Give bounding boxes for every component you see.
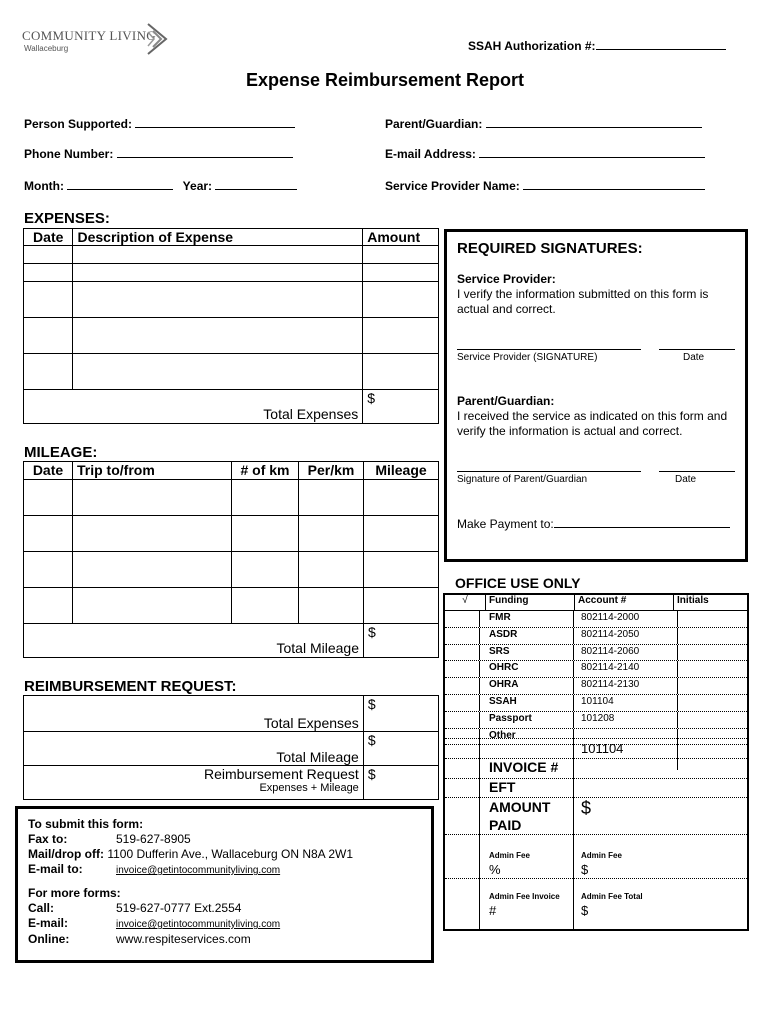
sp-date-label: Date <box>683 352 705 363</box>
submit-info-box <box>15 806 434 963</box>
amount-paid-label <box>489 798 550 834</box>
funding-cell: Other <box>489 729 516 741</box>
mileage-col-date: Date <box>24 462 73 480</box>
make-payment-label: Make Payment to: <box>457 517 554 531</box>
submit-heading: To submit this form: <box>28 817 144 831</box>
table-row[interactable] <box>445 661 747 678</box>
sp-text: I verify the information submitted on this form is actual and correct. <box>457 287 709 316</box>
email-to-link[interactable]: invoice@getintocommunityliving.com <box>116 865 281 876</box>
table-row[interactable] <box>445 645 747 662</box>
online-link[interactable]: www.respiteservices.com <box>116 932 251 946</box>
expenses-col-amount: Amount <box>363 229 439 246</box>
funding-cell: Passport <box>489 712 532 724</box>
admin-fee-percent[interactable]: % <box>489 862 501 877</box>
extra-account-value: 101104 <box>581 741 624 756</box>
funding-cell: OHRA <box>489 679 519 691</box>
call-label: Call: <box>28 901 55 915</box>
table-row[interactable] <box>445 678 747 695</box>
reimb-total-mileage-label: Total Mileage <box>24 732 364 766</box>
account-cell: 802114-2060 <box>581 645 640 657</box>
mileage-total-amount[interactable]: $ <box>364 624 439 658</box>
table-row[interactable] <box>445 611 747 628</box>
reimb-total-mileage-amount[interactable]: $ <box>363 732 438 766</box>
check-cell[interactable] <box>445 611 480 627</box>
invoice-label: INVOICE # <box>489 759 559 775</box>
mileage-total-label: Total Mileage <box>24 624 364 658</box>
mileage-table <box>23 461 439 658</box>
funding-cell: FMR <box>489 612 511 623</box>
expenses-table <box>23 228 439 424</box>
reimb-total-expenses-label: Total Expenses <box>24 696 364 732</box>
table-row[interactable] <box>445 695 747 712</box>
logo <box>22 22 172 56</box>
email2-link[interactable]: invoice@getintocommunityliving.com <box>116 919 281 930</box>
reimbursement-heading: REIMBURSEMENT REQUEST: <box>24 678 237 695</box>
initials-column: Initials <box>677 595 709 606</box>
signatures-heading: REQUIRED SIGNATURES: <box>457 240 643 257</box>
admin-fee-dollar[interactable]: $ <box>581 862 589 877</box>
funding-cell: SRS <box>489 645 510 657</box>
logo-text: COMMUNITY LIVING <box>22 28 156 43</box>
check-cell[interactable] <box>445 661 480 677</box>
table-row[interactable] <box>24 318 439 354</box>
table-row[interactable] <box>445 712 747 729</box>
account-cell: 802114-2130 <box>581 679 640 691</box>
year-input[interactable] <box>215 177 297 190</box>
expenses-col-date: Date <box>24 229 73 246</box>
pg-date-label: Date <box>675 474 697 485</box>
check-cell[interactable] <box>445 628 480 644</box>
initials-cell[interactable] <box>678 695 747 711</box>
eft-label: EFT <box>489 779 516 795</box>
check-cell[interactable] <box>445 695 480 711</box>
mail-label: Mail/drop off: <box>28 847 104 861</box>
logo-mark-icon <box>146 22 168 56</box>
service-provider-input[interactable] <box>523 177 705 190</box>
pg-signature-label: Signature of Parent/Guardian <box>457 474 588 485</box>
ssah-label: SSAH Authorization #: <box>468 39 596 53</box>
mileage-heading: MILEAGE: <box>24 444 98 461</box>
pg-text: I received the service as indicated on this form and verify the information is actual and correct. <box>457 409 728 438</box>
account-cell: 802114-2050 <box>581 628 640 640</box>
office-rows <box>445 611 747 745</box>
table-row[interactable] <box>24 282 439 318</box>
mileage-col-perkm: Per/km <box>299 462 364 480</box>
page-title: Expense Reimbursement Report <box>245 70 525 90</box>
service-provider-label: Service Provider Name: <box>385 179 520 193</box>
admin-fee-total-dollar[interactable]: $ <box>581 903 589 918</box>
fax-label: Fax to: <box>28 832 68 846</box>
funding-cell: OHRC <box>489 662 519 674</box>
admin-fee-invoice-label: Admin Fee Invoice <box>489 892 560 901</box>
admin-fee-invoice-hash[interactable]: # <box>489 903 497 918</box>
funding-cell: ASDR <box>489 628 518 640</box>
table-row[interactable] <box>24 516 439 552</box>
initials-cell[interactable] <box>678 611 747 627</box>
email2-label: E-mail: <box>28 916 69 930</box>
table-row[interactable] <box>445 628 747 645</box>
expenses-heading: EXPENSES: <box>24 210 110 227</box>
funding-cell: SSAH <box>489 695 517 707</box>
office-lower <box>445 738 747 929</box>
mileage-col-trip: Trip to/from <box>73 462 232 480</box>
amount-paid-line2: PAID <box>489 817 522 833</box>
check-cell[interactable] <box>445 712 480 728</box>
table-row[interactable] <box>24 246 439 264</box>
expenses-total-amount[interactable]: $ <box>363 390 439 424</box>
amount-paid-line1: AMOUNT <box>489 799 551 815</box>
initials-cell[interactable] <box>678 661 747 677</box>
check-column: √ <box>445 595 486 610</box>
amount-paid-dollar[interactable]: $ <box>581 798 592 818</box>
month-input[interactable] <box>67 177 173 190</box>
initials-cell[interactable] <box>678 678 747 694</box>
expenses-total-label: Total Expenses <box>24 390 363 424</box>
funding-column: Funding <box>486 595 575 610</box>
initials-cell[interactable] <box>678 645 747 661</box>
year-label: Year: <box>182 179 213 193</box>
person-supported-label: Person Supported: <box>24 117 133 131</box>
person-supported-input[interactable] <box>135 115 295 128</box>
mileage-col-km: # of km <box>232 462 299 480</box>
fax-value: 519-627-8905 <box>116 832 191 846</box>
admin-fee-total-label: Admin Fee Total <box>581 892 643 901</box>
person-supported-field <box>24 115 295 131</box>
parent-guardian-input[interactable] <box>486 115 702 128</box>
sp-date-line[interactable] <box>659 349 735 350</box>
email-field <box>385 145 705 161</box>
sp-signature-line[interactable] <box>457 349 641 350</box>
month-label: Month: <box>24 179 64 193</box>
make-payment-input[interactable] <box>554 515 730 528</box>
office-use-box <box>443 593 749 931</box>
pg-signature-line[interactable] <box>457 471 641 472</box>
email-label: E-mail Address: <box>385 147 476 161</box>
office-use-heading: OFFICE USE ONLY <box>455 575 581 591</box>
account-cell: 101208 <box>581 712 615 724</box>
email-to-label: E-mail to: <box>28 862 83 876</box>
mileage-col-mileage: Mileage <box>364 462 439 480</box>
ssah-input[interactable] <box>596 37 726 50</box>
signatures-box <box>444 229 748 562</box>
sp-heading: Service Provider: <box>457 272 556 286</box>
service-provider-field <box>385 177 705 193</box>
parent-guardian-field <box>385 115 702 131</box>
reimb-total-expenses-amount[interactable]: $ <box>363 696 438 732</box>
parent-guardian-label: Parent/Guardian: <box>385 117 483 131</box>
account-cell: 802114-2000 <box>581 612 640 623</box>
expenses-col-description: Description of Expense <box>73 229 363 246</box>
account-cell: 101104 <box>581 695 614 707</box>
admin-fee-label: Admin Fee <box>489 851 530 860</box>
initials-cell[interactable] <box>678 628 747 644</box>
table-row[interactable] <box>24 552 439 588</box>
online-label: Online: <box>28 932 70 946</box>
reimb-request-sublabel: Expenses + Mileage <box>259 782 359 794</box>
check-cell[interactable] <box>445 678 480 694</box>
ssah-authorization <box>468 37 726 53</box>
table-row[interactable] <box>24 588 439 624</box>
call-value: 519-627-0777 Ext.2554 <box>116 901 242 915</box>
logo-subtext: Wallaceburg <box>24 44 69 53</box>
make-payment-field <box>457 515 730 531</box>
phone-field <box>24 145 293 161</box>
office-funding-table <box>445 595 747 611</box>
more-forms-heading: For more forms: <box>28 886 121 900</box>
initials-cell[interactable] <box>678 712 747 728</box>
account-column: Account # <box>575 595 674 610</box>
pg-date-line[interactable] <box>659 471 735 472</box>
account-cell: 802114-2140 <box>581 662 640 674</box>
table-row[interactable] <box>24 264 439 282</box>
mail-value: 1100 Dufferin Ave., Wallaceburg ON N8A 2W1 <box>107 847 354 861</box>
table-row[interactable] <box>24 480 439 516</box>
month-field <box>24 177 297 193</box>
email-input[interactable] <box>479 145 705 158</box>
pg-heading: Parent/Guardian: <box>457 394 555 408</box>
table-row[interactable] <box>24 354 439 390</box>
phone-input[interactable] <box>117 145 293 158</box>
check-cell[interactable] <box>445 645 480 661</box>
reimb-request-amount[interactable]: $ <box>363 766 438 800</box>
phone-label: Phone Number: <box>24 147 114 161</box>
admin-fee-label-2: Admin Fee <box>581 851 622 860</box>
sp-signature-label: Service Provider (SIGNATURE) <box>457 352 598 363</box>
reimbursement-table <box>23 695 439 800</box>
reimb-request-label: Reimbursement Request <box>203 766 359 782</box>
